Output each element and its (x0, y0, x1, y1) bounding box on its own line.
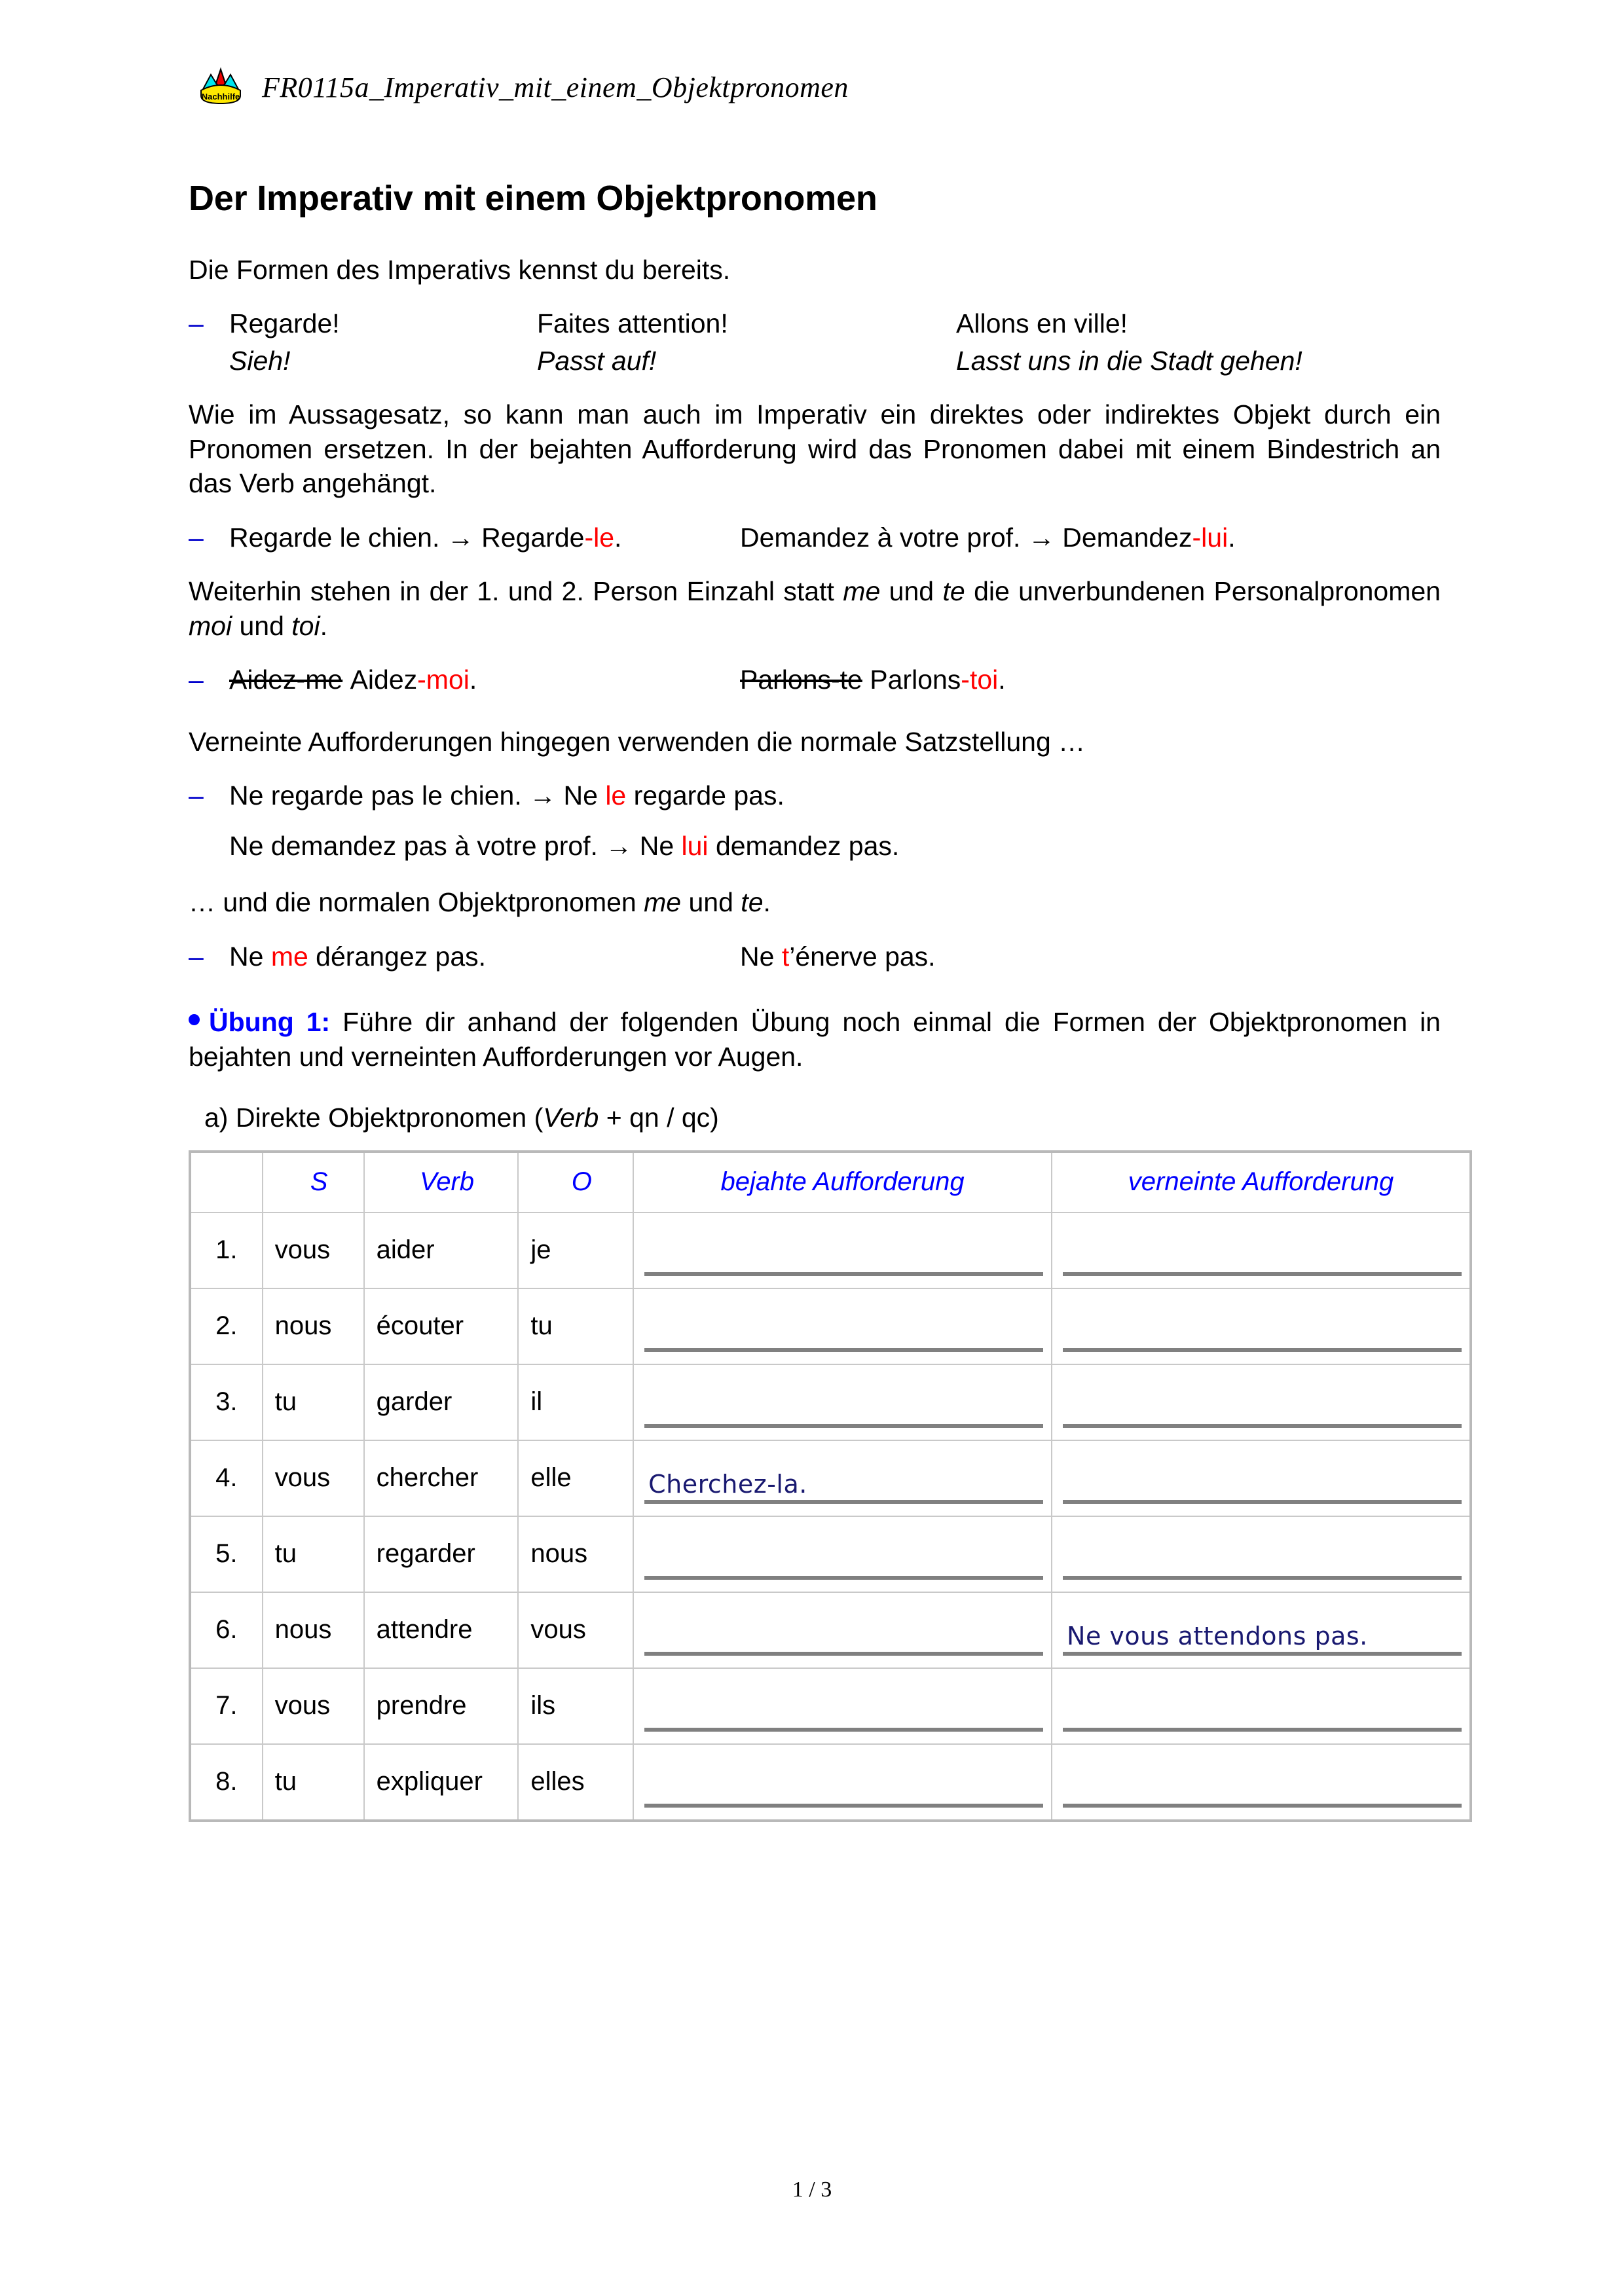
row-object: nous (518, 1516, 633, 1592)
p3-b: und (880, 576, 943, 607)
row-bejaht-cell[interactable] (633, 1364, 1052, 1440)
row-object: elle (518, 1440, 633, 1516)
example-5-a-pronoun: me (270, 941, 308, 972)
example-3-b (740, 663, 1006, 697)
row-verneint-cell[interactable] (1052, 1364, 1471, 1440)
paragraph-2: Wie im Aussagesatz, so kann man auch im Imperativ ein direktes oder indirektes Objekt durch ein Pronomen ersetzen. In der bejahten Aufforderung wird das Pronomen dabei mit einem Bindestrich an das Verb angehängt. (189, 399, 1441, 499)
row-index: 3. (190, 1364, 263, 1440)
section-a-label (189, 1102, 1441, 1133)
row-index: 8. (190, 1744, 263, 1821)
row-verneint-answer: Ne vous attendons pas. (1067, 1621, 1368, 1650)
row-bejaht-answer: Cherchez-la. (648, 1469, 807, 1499)
row-object: vous (518, 1592, 633, 1668)
answer-rule (644, 1652, 1043, 1656)
example-block-3 (189, 663, 1441, 697)
p5-a: … und die normalen Objektpronomen (189, 887, 644, 918)
row-subject: vous (263, 1440, 364, 1516)
example-1-col3: Allons en ville! (956, 308, 1128, 339)
example-2-a-text: Regarde le chien. → Regarde (229, 522, 585, 553)
row-bejaht-cell[interactable] (633, 1440, 1052, 1516)
example-3-b-struck: Parlons-te (740, 665, 862, 695)
example-2-b-text: Demandez à votre prof. → Demandez (740, 522, 1192, 553)
example-1-col1-de: Sieh! (229, 345, 291, 376)
svg-text:Nachhilfe: Nachhilfe (201, 92, 240, 101)
example-3-b-text: Parlons (870, 665, 961, 695)
example-1-col1: Regarde! (229, 308, 340, 339)
paragraph-4: Verneinte Aufforderungen hingegen verwenden die normale Satzstellung … (189, 726, 1086, 757)
row-index: 5. (190, 1516, 263, 1592)
p3-c: die unverbundenen Personalpronomen (965, 576, 1441, 607)
page-footer: 1 / 3 (792, 2178, 832, 2202)
p3-italic-me: me (843, 576, 881, 607)
row-subject: vous (263, 1668, 364, 1744)
answer-rule (644, 1804, 1043, 1808)
example-1-col2: Faites attention! (537, 308, 728, 339)
row-bejaht-cell[interactable] (633, 1516, 1052, 1592)
exercise-table (189, 1150, 1472, 1822)
row-verb: écouter (364, 1288, 519, 1364)
table-header-bejaht: bejahte Aufforderung (633, 1152, 1052, 1212)
p3-d: und (232, 610, 292, 641)
example-3-a-end: . (469, 665, 477, 695)
row-verb: regarder (364, 1516, 519, 1592)
example-5-b-pre: Ne (740, 941, 782, 972)
answer-rule (1063, 1348, 1462, 1352)
example-1-col3-de: Lasst uns in die Stadt gehen! (956, 345, 1302, 376)
row-subject: tu (263, 1744, 364, 1821)
example-4-line2-pronoun: lui (681, 830, 709, 861)
example-3-a (229, 663, 740, 697)
mountain-logo-icon (196, 65, 245, 109)
p5-c: . (763, 887, 771, 918)
p5-italic-te: te (741, 887, 764, 918)
row-object: elles (518, 1744, 633, 1821)
row-object: ils (518, 1668, 633, 1744)
exercise-instruction-text: Führe dir anhand der folgenden Übung noch einmal die Formen der Objektpronomen in bejahten und verneinten Aufforderungen vor Augen. (189, 1007, 1441, 1072)
row-subject: nous (263, 1592, 364, 1668)
example-block-2 (189, 520, 1441, 555)
row-bejaht-cell[interactable] (633, 1288, 1052, 1364)
example-1-col2-de: Passt auf! (537, 345, 657, 376)
answer-rule (1063, 1424, 1462, 1428)
table-row (190, 1516, 1471, 1592)
row-bejaht-cell[interactable] (633, 1668, 1052, 1744)
example-2-b-end: . (1228, 522, 1236, 553)
row-index: 6. (190, 1592, 263, 1668)
table-body (190, 1212, 1471, 1821)
section-a-italic: Verb (543, 1102, 599, 1133)
answer-rule (1063, 1652, 1462, 1656)
page-title: Der Imperativ mit einem Objektpronomen (189, 179, 877, 218)
row-bejaht-cell[interactable] (633, 1592, 1052, 1668)
p3-italic-moi: moi (189, 610, 232, 641)
section-a-prefix: a) Direkte Objektpronomen ( (204, 1102, 544, 1133)
example-5-a (229, 939, 740, 974)
row-subject: nous (263, 1288, 364, 1364)
table-header-verneint: verneinte Aufforderung (1052, 1152, 1471, 1212)
p3-e: . (320, 610, 327, 641)
page-header (196, 65, 849, 109)
example-5-a-pre: Ne (229, 941, 271, 972)
table-row (190, 1744, 1471, 1821)
example-3-a-hyphen: - (417, 665, 426, 695)
row-bejaht-cell[interactable] (633, 1212, 1052, 1288)
row-subject: tu (263, 1516, 364, 1592)
table-header-index (190, 1152, 263, 1212)
row-index: 4. (190, 1440, 263, 1516)
row-object: je (518, 1212, 633, 1288)
table-row (190, 1212, 1471, 1288)
exercise-label: Übung 1: (209, 1007, 331, 1038)
paragraph-5 (189, 885, 1441, 919)
row-verneint-cell[interactable] (1052, 1288, 1471, 1364)
intro-paragraph: Die Formen des Imperativs kennst du bereits. (189, 255, 731, 285)
example-3-b-hyphen: - (961, 665, 970, 695)
answer-rule (644, 1728, 1043, 1732)
p5-b: und (681, 887, 741, 918)
example-3-b-pronoun: toi (969, 665, 999, 695)
row-verneint-cell[interactable] (1052, 1212, 1471, 1288)
p3-italic-te: te (942, 576, 965, 607)
answer-rule (1063, 1804, 1462, 1808)
row-object: tu (518, 1288, 633, 1364)
answer-rule (1063, 1272, 1462, 1276)
example-5-b-pronoun: t (781, 941, 790, 972)
row-verb: expliquer (364, 1744, 519, 1821)
row-verneint-cell[interactable] (1052, 1440, 1471, 1516)
row-verneint-cell[interactable] (1052, 1668, 1471, 1744)
example-2-a-end: . (614, 522, 622, 553)
row-index: 1. (190, 1212, 263, 1288)
exercise-instruction (189, 1005, 1441, 1074)
example-5-b (740, 939, 936, 974)
row-verb: chercher (364, 1440, 519, 1516)
example-block-1-fr (189, 306, 1441, 340)
row-object: il (518, 1364, 633, 1440)
example-block-4-line2 (189, 829, 1441, 863)
answer-rule (644, 1500, 1043, 1504)
bullet-dash: – (189, 941, 204, 972)
example-3-b-end: . (998, 665, 1006, 695)
example-block-1-de (189, 344, 1441, 378)
row-verneint-cell[interactable] (1052, 1516, 1471, 1592)
table-header-verb: Verb (364, 1152, 519, 1212)
example-4-line1-b: regarde pas. (626, 780, 784, 811)
row-verb: aider (364, 1212, 519, 1288)
row-bejaht-cell[interactable] (633, 1744, 1052, 1821)
row-index: 7. (190, 1668, 263, 1744)
example-block-5 (189, 939, 1441, 974)
example-3-a-text: Aidez (350, 665, 418, 695)
table-row (190, 1668, 1471, 1744)
example-2-a-pronoun: le (593, 522, 615, 553)
table-header-object: O (518, 1152, 633, 1212)
example-4-line2-a: Ne demandez pas à votre prof. → Ne (229, 830, 682, 861)
header-filename: FR0115a_Imperativ_mit_einem_Objektpronomen (262, 71, 849, 103)
example-5-a-post: dérangez pas. (308, 941, 487, 972)
example-2-a-hyphen: - (584, 522, 594, 553)
answer-rule (644, 1272, 1043, 1276)
bullet-dash: – (189, 522, 204, 553)
row-subject: tu (263, 1364, 364, 1440)
answer-rule (644, 1424, 1043, 1428)
example-2-b (740, 520, 1236, 555)
table-row (190, 1592, 1471, 1668)
example-2-a (229, 520, 740, 555)
example-3-a-pronoun: moi (426, 665, 470, 695)
paragraph-3 (189, 574, 1441, 643)
p3-italic-toi: toi (291, 610, 320, 641)
example-2-b-pronoun: lui (1201, 522, 1228, 553)
bullet-dash: – (189, 780, 204, 811)
example-3-a-struck: Aidez-me (229, 665, 343, 695)
table-row (190, 1440, 1471, 1516)
example-4-line1-pronoun: le (605, 780, 627, 811)
answer-rule (644, 1576, 1043, 1580)
document-content (189, 178, 1441, 1822)
row-verb: prendre (364, 1668, 519, 1744)
answer-rule (1063, 1576, 1462, 1580)
bullet-dash: – (189, 308, 204, 339)
example-5-b-post: ’énerve pas. (789, 941, 936, 972)
row-subject: vous (263, 1212, 364, 1288)
example-2-b-hyphen: - (1192, 522, 1202, 553)
answer-rule (644, 1348, 1043, 1352)
section-a-suffix: + qn / qc) (599, 1102, 719, 1133)
bullet-dot-icon (189, 1014, 200, 1025)
table-row (190, 1288, 1471, 1364)
answer-rule (1063, 1500, 1462, 1504)
table-row (190, 1364, 1471, 1440)
example-4-line1-a: Ne regarde pas le chien. → Ne (229, 780, 606, 811)
row-index: 2. (190, 1288, 263, 1364)
row-verb: garder (364, 1364, 519, 1440)
row-verb: attendre (364, 1592, 519, 1668)
example-block-4-line1 (189, 778, 1441, 812)
p3-a: Weiterhin stehen in der 1. und 2. Person Einzahl statt (189, 576, 843, 607)
p5-italic-me: me (644, 887, 682, 918)
table-header-subject: S (263, 1152, 364, 1212)
table-header-row (190, 1152, 1471, 1212)
row-verneint-cell[interactable] (1052, 1592, 1471, 1668)
bullet-dash: – (189, 665, 204, 695)
row-verneint-cell[interactable] (1052, 1744, 1471, 1821)
example-4-line2-b: demandez pas. (708, 830, 900, 861)
answer-rule (1063, 1728, 1462, 1732)
